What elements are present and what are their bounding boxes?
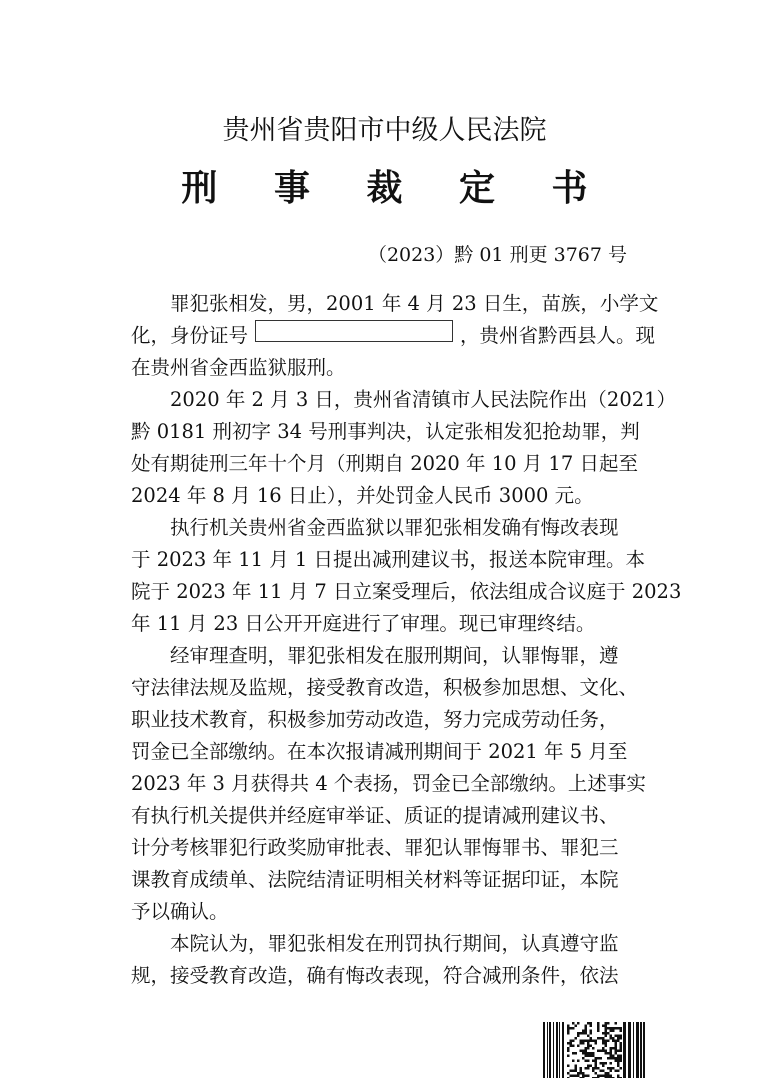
- text-line: 2023 年 3 月获得共 4 个表扬，罚金已全部缴纳。上述事实: [131, 772, 646, 795]
- text-line: 处有期徒刑三年十个月（刑期自 2020 年 10 月 17 日起至: [131, 452, 638, 475]
- text-line: 化，身份证号 ，贵州省黔西县人。现: [131, 320, 655, 352]
- qr-code-icon: [543, 1022, 645, 1078]
- text-line: 课教育成绩单、法院结清证明相关材料等证据印证，本院: [131, 868, 619, 891]
- text-line: 罪犯张相发，男，2001 年 4 月 23 日生，苗族，小学文: [170, 292, 659, 315]
- text-line: 执行机关贵州省金西监狱以罪犯张相发确有悔改表现: [170, 516, 619, 539]
- text-line: 院于 2023 年 11 月 7 日立案受理后，依法组成合议庭于 2023: [131, 580, 682, 603]
- text-line: 有执行机关提供并经庭审举证、质证的提请减刑建议书、: [131, 804, 619, 827]
- case-number: （2023）黔 01 刑更 3767 号: [367, 244, 627, 266]
- text-line: 守法律法规及监规，接受教育改造，积极参加思想、文化、: [131, 676, 639, 699]
- text-line: 2024 年 8 月 16 日止），并处罚金人民币 3000 元。: [131, 484, 594, 507]
- text-line: 2020 年 2 月 3 日，贵州省清镇市人民法院作出（2021）: [170, 388, 677, 411]
- text-line: 计分考核罪犯行政奖励审批表、罪犯认罪悔罪书、罪犯三: [131, 836, 619, 859]
- text-line: 黔 0181 刑初字 34 号刑事判决，认定张相发犯抢劫罪，判: [131, 420, 640, 443]
- text-line: 职业技术教育，积极参加劳动改造，努力完成劳动任务，: [131, 708, 619, 731]
- document-title: 刑 事 裁 定 书: [181, 167, 610, 209]
- text-line: 在贵州省金西监狱服刑。: [131, 356, 346, 379]
- document-body: [131, 288, 682, 992]
- court-name: 贵州省贵阳市中级人民法院: [222, 115, 547, 146]
- text-line: 予以确认。: [131, 900, 229, 923]
- text-line: 规，接受教育改造，确有悔改表现，符合减刑条件，依法: [131, 964, 619, 987]
- redacted-id-box: [255, 320, 453, 342]
- text-line: 经审理查明，罪犯张相发在服刑期间，认罪悔罪，遵: [170, 644, 619, 667]
- text-line: 年 11 月 23 日公开开庭进行了审理。现已审理终结。: [131, 612, 596, 635]
- text-line: 于 2023 年 11 月 1 日提出减刑建议书，报送本院审理。本: [131, 548, 646, 571]
- text-line: 本院认为，罪犯张相发在刑罚执行期间，认真遵守监: [170, 932, 619, 955]
- text-line: 罚金已全部缴纳。在本次报请减刑期间于 2021 年 5 月至: [131, 740, 628, 763]
